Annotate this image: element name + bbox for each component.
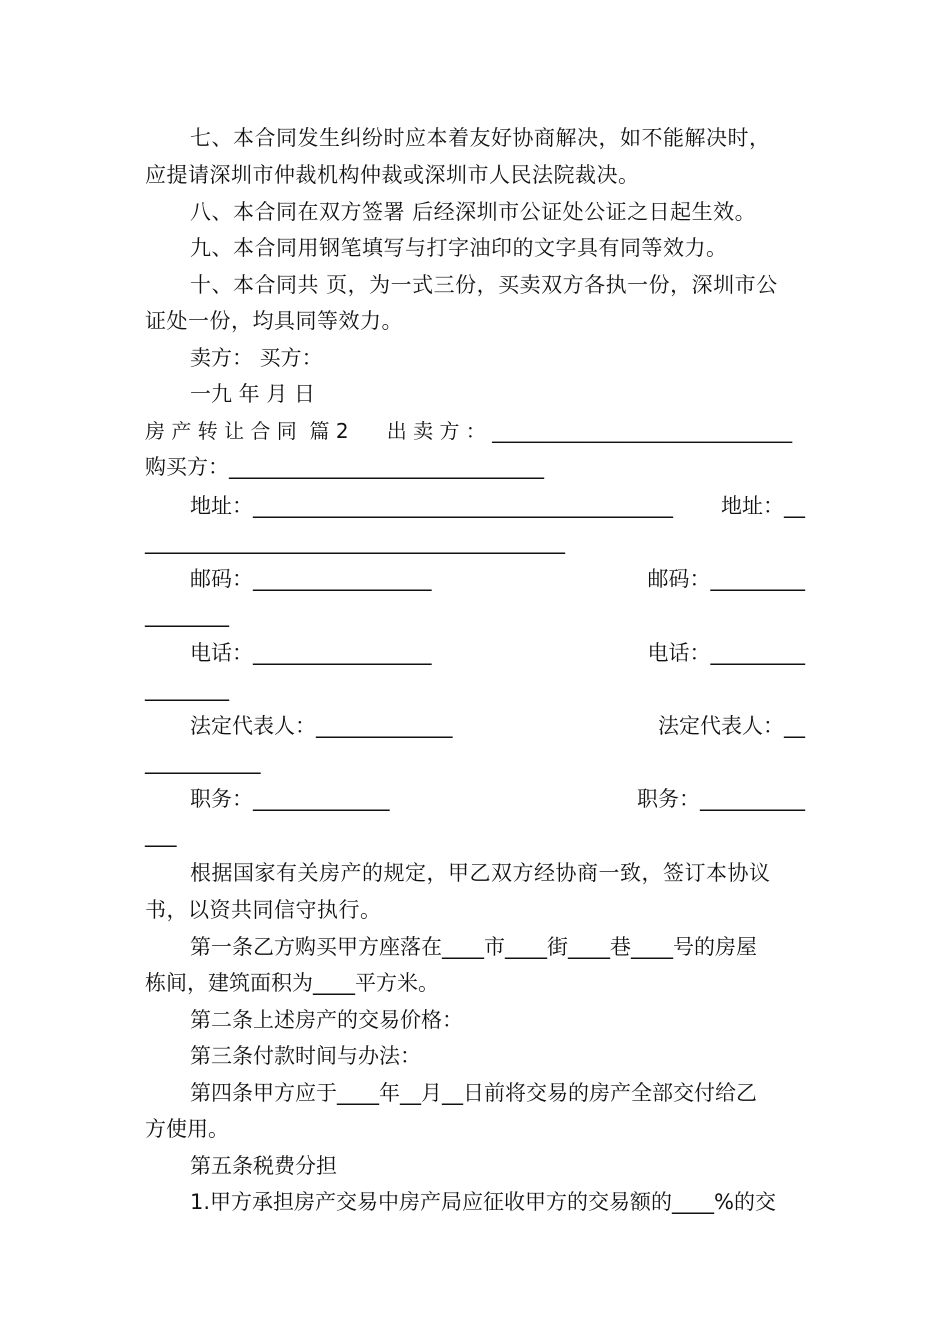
clause-10-line-1: 十、本合同共 页，为一式三份，买卖双方各执一份，深圳市公 xyxy=(190,273,778,297)
buyer-phone-continued: ________ xyxy=(145,677,229,701)
seller-position-field: 职务：_____________ xyxy=(190,787,390,811)
clause-9: 九、本合同用钢笔填写与打字油印的文字具有同等效力。 xyxy=(190,236,728,260)
preamble-line-1: 根据国家有关房产的规定，甲乙双方经协商一致，签订本协议 xyxy=(190,861,771,885)
contract-2-title-seller: 房 产 转 让 合 同 篇 2 出 卖 方 ： ______________________________ xyxy=(145,419,793,443)
buyer-position-continued: ___ xyxy=(145,823,177,847)
clause-7-line-2: 应提请深圳市仲裁机构仲裁或深圳市人民法院裁决。 xyxy=(145,163,640,187)
buyer-postcode-continued: ________ xyxy=(145,603,229,627)
article-4-line-2: 方使用。 xyxy=(145,1117,229,1141)
article-5-heading: 第五条税费分担 xyxy=(190,1154,337,1178)
article-1-line-2: 栋间，建筑面积为____平方米。 xyxy=(145,971,439,995)
buyer-postcode-field: 邮码：_________ xyxy=(647,567,805,591)
clause-10-line-2: 证处一份，均具同等效力。 xyxy=(145,309,403,333)
buyer-field: 购买方：______________________________ xyxy=(145,455,544,479)
seller-phone-field: 电话：_________________ xyxy=(190,641,432,665)
article-3: 第三条付款时间与办法： xyxy=(190,1044,421,1068)
signature-date: 一九 年 月 日 xyxy=(190,382,316,406)
article-5-item-1: 1.甲方承担房产交易中房产局应征收甲方的交易额的____%的交 xyxy=(190,1190,776,1214)
article-2: 第二条上述房产的交易价格： xyxy=(190,1008,463,1032)
signature-parties: 卖方： 买方： xyxy=(190,346,323,370)
preamble-line-2: 书，以资共同信守执行。 xyxy=(145,898,382,922)
buyer-legal-rep-continued: ___________ xyxy=(145,750,261,774)
article-4-line-1: 第四条甲方应于____年__月__日前将交易的房产全部交付给乙 xyxy=(190,1081,757,1105)
buyer-address-continued: ________________________________________ xyxy=(145,530,565,554)
buyer-position-field: 职务：__________ xyxy=(637,787,805,811)
seller-address-field: 地址：________________________________________ xyxy=(190,494,673,518)
buyer-address-field: 地址：__ xyxy=(721,494,805,518)
seller-legal-rep-field: 法定代表人：_____________ xyxy=(190,714,453,738)
article-1-line-1: 第一条乙方购买甲方座落在____市____街____巷____号的房屋 xyxy=(190,935,757,959)
clause-7-line-1: 七、本合同发生纠纷时应本着友好协商解决，如不能解决时， xyxy=(190,126,771,150)
buyer-legal-rep-field: 法定代表人：__ xyxy=(658,714,805,738)
seller-postcode-field: 邮码：_________________ xyxy=(190,567,432,591)
buyer-phone-field: 电话：_________ xyxy=(647,641,805,665)
clause-8: 八、本合同在双方签署 后经深圳市公证处公证之日起生效。 xyxy=(190,200,757,224)
